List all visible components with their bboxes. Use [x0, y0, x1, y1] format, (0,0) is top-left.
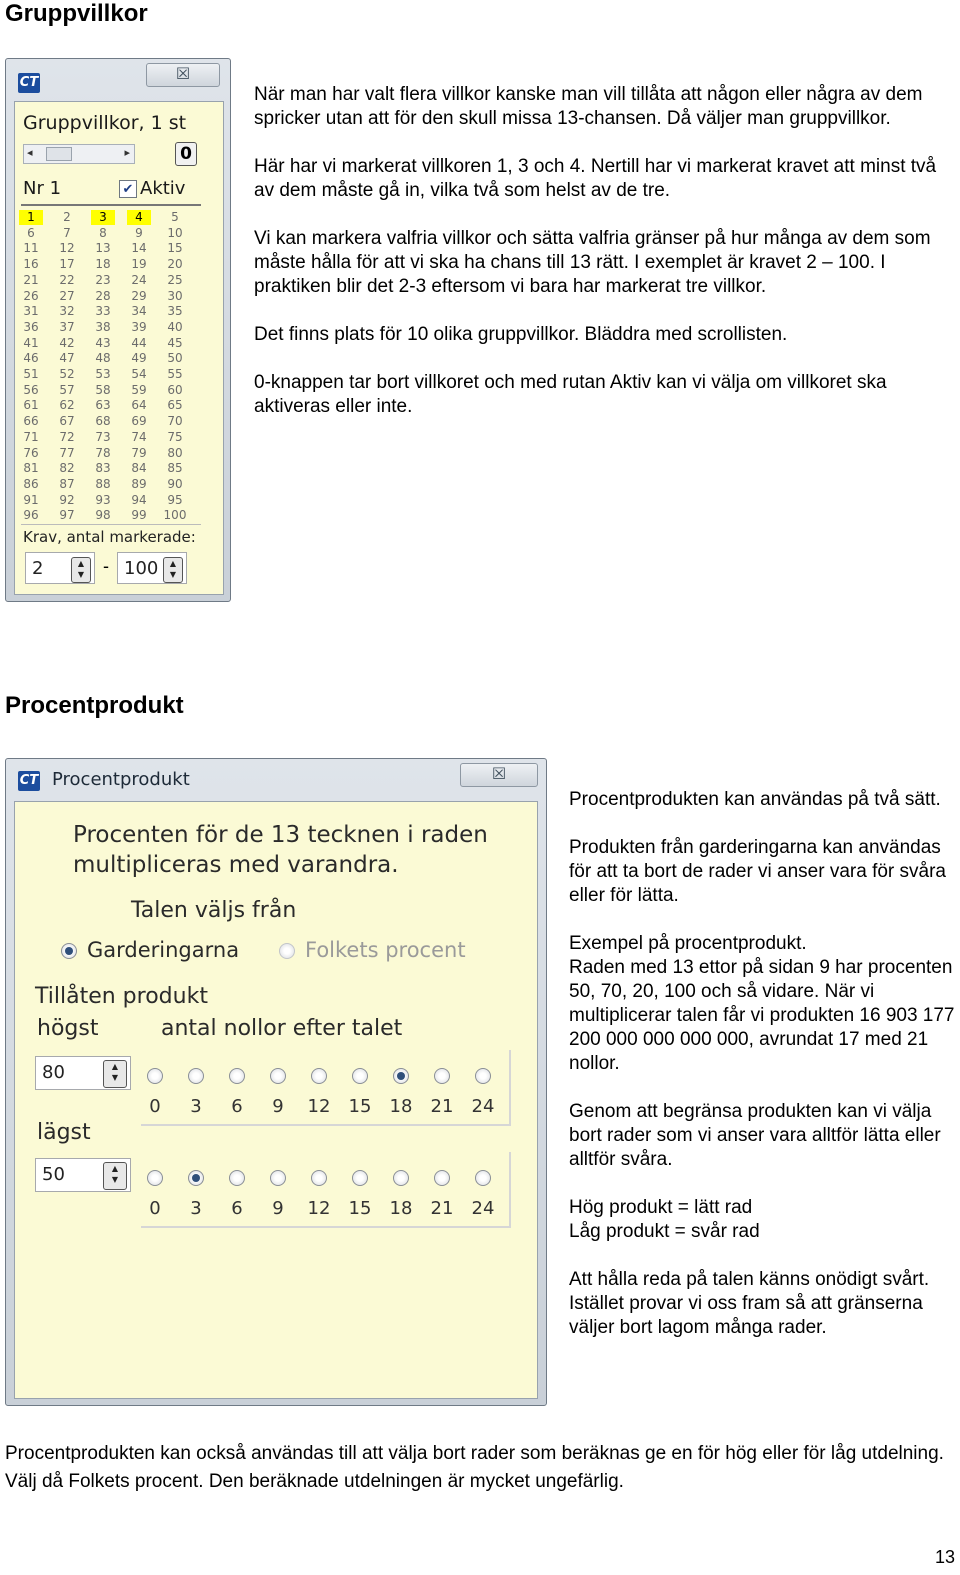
- lagst-radio-3[interactable]: [188, 1170, 204, 1186]
- paragraph: Produkten från garderingarna kan användas för att ta bort de rader vi anser vara för svåra eller för lätta.: [569, 837, 947, 906]
- hogst-radio-21[interactable]: [434, 1068, 450, 1084]
- lagst-radio-12[interactable]: [311, 1170, 327, 1186]
- condition-number-41[interactable]: 41: [23, 335, 39, 350]
- hogst-label: högst: [37, 1016, 99, 1041]
- condition-number-26[interactable]: 26: [23, 288, 39, 303]
- condition-number-11[interactable]: 11: [23, 241, 39, 256]
- condition-number-83[interactable]: 83: [95, 461, 111, 476]
- hogst-spinner[interactable]: [35, 1056, 131, 1090]
- condition-number-34[interactable]: 34: [131, 304, 147, 319]
- condition-number-59[interactable]: 59: [131, 382, 147, 397]
- condition-number-65[interactable]: 65: [167, 398, 183, 413]
- condition-number-74[interactable]: 74: [131, 429, 147, 444]
- lagst-radio-24[interactable]: [475, 1170, 491, 1186]
- hogst-radio-6[interactable]: [229, 1068, 245, 1084]
- condition-number-63[interactable]: 63: [95, 398, 111, 413]
- condition-number-25[interactable]: 25: [167, 272, 183, 287]
- paragraph: Hög produkt = lätt rad Låg produkt = svår rad: [569, 1197, 760, 1242]
- nollor-label: antal nollor efter talet: [161, 1016, 403, 1041]
- condition-number-12[interactable]: 12: [59, 241, 75, 256]
- condition-number-60[interactable]: 60: [167, 382, 183, 397]
- section-heading-gruppvillkor: Gruppvillkor: [5, 0, 148, 27]
- condition-number-35[interactable]: 35: [167, 304, 183, 319]
- condition-number-22[interactable]: 22: [59, 272, 75, 287]
- hogst-label-6: 6: [231, 1096, 243, 1117]
- condition-number-81[interactable]: 81: [23, 461, 39, 476]
- condition-number-18[interactable]: 18: [95, 257, 111, 272]
- condition-number-97[interactable]: 97: [59, 508, 75, 523]
- condition-number-69[interactable]: 69: [131, 414, 147, 429]
- condition-number-24[interactable]: 24: [131, 272, 147, 287]
- condition-number-55[interactable]: 55: [167, 367, 183, 381]
- krav-min-value[interactable]: 2: [32, 558, 44, 579]
- aktiv-label: Aktiv: [140, 178, 186, 199]
- hogst-label-9: 9: [272, 1096, 284, 1117]
- condition-number-43[interactable]: 43: [95, 335, 111, 350]
- ct-app-icon: CT: [18, 771, 40, 791]
- paragraph: Procentprodukten kan användas på två sätt.: [569, 789, 941, 810]
- lagst-label-6: 6: [231, 1198, 243, 1219]
- zero-button[interactable]: 0: [175, 142, 197, 166]
- condition-number-86[interactable]: 86: [23, 476, 39, 491]
- condition-number-76[interactable]: 76: [23, 445, 39, 460]
- condition-number-44[interactable]: 44: [131, 335, 147, 350]
- lagst-radio-15[interactable]: [352, 1170, 368, 1186]
- hogst-label-12: 12: [307, 1096, 331, 1117]
- condition-number-80[interactable]: 80: [167, 445, 183, 460]
- condition-number-82[interactable]: 82: [59, 461, 75, 476]
- condition-number-47[interactable]: 47: [59, 351, 75, 366]
- condition-number-30[interactable]: 30: [167, 288, 183, 303]
- lagst-radio-21[interactable]: [434, 1170, 450, 1186]
- condition-number-8[interactable]: 8: [99, 225, 107, 240]
- gruppvillkor-panel: [14, 101, 224, 595]
- hogst-label-18: 18: [389, 1096, 413, 1117]
- lagst-row-border: [509, 1152, 511, 1228]
- condition-number-5[interactable]: 5: [171, 210, 179, 224]
- condition-number-95[interactable]: 95: [167, 492, 183, 507]
- hogst-label-15: 15: [348, 1096, 372, 1117]
- gruppvillkor-text: [254, 83, 954, 443]
- header-divider: [21, 204, 201, 206]
- condition-number-10[interactable]: 10: [167, 225, 183, 240]
- condition-number-88[interactable]: 88: [95, 476, 111, 491]
- krav-max-spinner[interactable]: [117, 552, 187, 584]
- spinner-arrows-icon[interactable]: ▲ ▼: [163, 557, 183, 583]
- condition-number-2[interactable]: 2: [63, 210, 71, 224]
- condition-number-77[interactable]: 77: [59, 445, 75, 460]
- hogst-radio-24[interactable]: [475, 1068, 491, 1084]
- condition-number-91[interactable]: 91: [23, 492, 39, 507]
- lagst-row-divider: [141, 1226, 511, 1228]
- krav-min-spinner[interactable]: [25, 552, 95, 584]
- condition-number-37[interactable]: 37: [59, 319, 75, 334]
- condition-number-92[interactable]: 92: [59, 492, 75, 507]
- hogst-value[interactable]: 80: [42, 1062, 65, 1083]
- folkets-procent-label: Folkets procent: [305, 938, 466, 962]
- intro-line-2: multipliceras med varandra.: [73, 852, 399, 878]
- condition-number-56[interactable]: 56: [23, 382, 39, 397]
- condition-number-52[interactable]: 52: [59, 367, 75, 381]
- radio-garderingarna[interactable]: [61, 943, 77, 959]
- spinner-arrows-icon[interactable]: ▲ ▼: [103, 1162, 127, 1190]
- paragraph: Det finns plats för 10 olika gruppvillkor. Bläddra med scrollisten.: [254, 324, 788, 345]
- gruppvillkor-title: Gruppvillkor, 1 st: [23, 112, 187, 134]
- condition-number-50[interactable]: 50: [167, 351, 183, 366]
- lagst-radio-18[interactable]: [393, 1170, 409, 1186]
- condition-number-53[interactable]: 53: [95, 367, 111, 381]
- footer-paragraph: Procentprodukten kan också användas till att välja bort rader som beräknas ge en för hög eller för låg utdelning. Välj då Folkets procent. Den beräknade utdelningen är mycket ungefärlig.: [5, 1443, 944, 1492]
- condition-number-39[interactable]: 39: [131, 319, 147, 334]
- paragraph: Att hålla reda på talen känns onödigt svårt. Istället provar vi oss fram så att gränserna väljer bort lagom många rader.: [569, 1269, 930, 1338]
- condition-number-71[interactable]: 71: [23, 429, 39, 444]
- condition-number-90[interactable]: 90: [167, 476, 183, 491]
- condition-number-87[interactable]: 87: [59, 476, 75, 491]
- condition-number-14[interactable]: 14: [131, 241, 147, 256]
- condition-number-66[interactable]: 66: [23, 414, 39, 429]
- condition-number-49[interactable]: 49: [131, 351, 147, 366]
- lagst-label-12: 12: [307, 1198, 331, 1219]
- scroll-right-icon[interactable]: ▸: [124, 147, 130, 159]
- lagst-label-24: 24: [471, 1198, 495, 1219]
- paragraph: När man har valt flera villkor kanske man vill tillåta att någon eller några av dem spricker utan att för den skull missa 13-chansen. Då väljer man gruppvillkor.: [254, 84, 923, 129]
- group-scrollbar[interactable]: [23, 144, 135, 164]
- condition-number-73[interactable]: 73: [95, 429, 111, 444]
- condition-number-51[interactable]: 51: [23, 367, 39, 381]
- source-label: Talen väljs från: [131, 898, 297, 923]
- condition-number-58[interactable]: 58: [95, 382, 111, 397]
- condition-number-48[interactable]: 48: [95, 351, 111, 366]
- procentprodukt-window: [5, 758, 547, 1406]
- condition-number-64[interactable]: 64: [131, 398, 147, 413]
- condition-number-1[interactable]: 1: [19, 210, 43, 225]
- condition-number-67[interactable]: 67: [59, 414, 75, 429]
- condition-number-78[interactable]: 78: [95, 445, 111, 460]
- procentprodukt-panel: [14, 801, 538, 1399]
- condition-number-54[interactable]: 54: [131, 367, 147, 381]
- condition-number-31[interactable]: 31: [23, 304, 39, 319]
- paragraph: Här har vi markerat villkoren 1, 3 och 4. Nertill har vi markerat kravet att minst två av dem måste gå in, vilka två som helst av de tre.: [254, 156, 937, 201]
- section-heading-procentprodukt: Procentprodukt: [5, 692, 184, 719]
- condition-number-42[interactable]: 42: [59, 335, 75, 350]
- hogst-radio-3[interactable]: [188, 1068, 204, 1084]
- condition-number-70[interactable]: 70: [167, 414, 183, 429]
- lagst-spinner[interactable]: [35, 1158, 131, 1192]
- condition-number-72[interactable]: 72: [59, 429, 75, 444]
- condition-number-16[interactable]: 16: [23, 257, 39, 272]
- condition-number-40[interactable]: 40: [167, 319, 183, 334]
- garderingarna-label: Garderingarna: [87, 938, 240, 962]
- condition-number-45[interactable]: 45: [167, 335, 183, 350]
- condition-number-62[interactable]: 62: [59, 398, 75, 413]
- hogst-radio-12[interactable]: [311, 1068, 327, 1084]
- radio-folkets-procent[interactable]: [279, 943, 295, 959]
- hogst-label-3: 3: [190, 1096, 202, 1117]
- aktiv-checkbox[interactable]: ✔: [119, 180, 137, 198]
- close-button[interactable]: ☒: [146, 63, 220, 87]
- lagst-radio-0[interactable]: [147, 1170, 163, 1186]
- lagst-label-15: 15: [348, 1198, 372, 1219]
- condition-number-28[interactable]: 28: [95, 288, 111, 303]
- lagst-value[interactable]: 50: [42, 1164, 65, 1185]
- nr-label: Nr 1: [23, 178, 62, 199]
- condition-number-27[interactable]: 27: [59, 288, 75, 303]
- hogst-radio-9[interactable]: [270, 1068, 286, 1084]
- condition-number-33[interactable]: 33: [95, 304, 111, 319]
- condition-number-13[interactable]: 13: [95, 241, 111, 256]
- condition-number-46[interactable]: 46: [23, 351, 39, 366]
- scroll-left-icon[interactable]: ◂: [27, 147, 33, 159]
- lagst-label-21: 21: [430, 1198, 454, 1219]
- procentprodukt-text: [569, 788, 959, 1364]
- condition-number-57[interactable]: 57: [59, 382, 75, 397]
- scroll-thumb[interactable]: [46, 147, 72, 161]
- condition-number-68[interactable]: 68: [95, 414, 111, 429]
- condition-number-100[interactable]: 100: [163, 508, 187, 523]
- page-number: 13: [934, 1547, 955, 1567]
- condition-number-9[interactable]: 9: [135, 225, 143, 240]
- hogst-radio-18[interactable]: [393, 1068, 409, 1084]
- lagst-label: lägst: [37, 1120, 91, 1145]
- gruppvillkor-window: [5, 58, 231, 602]
- close-button[interactable]: ☒: [460, 763, 538, 787]
- condition-number-36[interactable]: 36: [23, 319, 39, 334]
- lagst-label-9: 9: [272, 1198, 284, 1219]
- condition-number-29[interactable]: 29: [131, 288, 147, 303]
- condition-number-89[interactable]: 89: [131, 476, 147, 491]
- condition-number-75[interactable]: 75: [167, 429, 183, 444]
- condition-number-4[interactable]: 4: [127, 210, 151, 225]
- hogst-radio-15[interactable]: [352, 1068, 368, 1084]
- condition-number-3[interactable]: 3: [91, 210, 115, 225]
- lagst-radio-6[interactable]: [229, 1170, 245, 1186]
- lagst-label-3: 3: [190, 1198, 202, 1219]
- hogst-radio-0[interactable]: [147, 1068, 163, 1084]
- paragraph: Genom att begränsa produkten kan vi välja bort rader som vi anser vara alltför lätta eller alltför svåra.: [569, 1101, 941, 1170]
- condition-number-96[interactable]: 96: [23, 508, 39, 523]
- condition-number-79[interactable]: 79: [131, 445, 147, 460]
- lagst-radio-9[interactable]: [270, 1170, 286, 1186]
- spinner-arrows-icon[interactable]: ▲ ▼: [103, 1060, 127, 1088]
- condition-number-21[interactable]: 21: [23, 272, 39, 287]
- lagst-label-0: 0: [149, 1198, 161, 1219]
- condition-number-7[interactable]: 7: [63, 225, 71, 240]
- condition-number-61[interactable]: 61: [23, 398, 39, 413]
- condition-number-94[interactable]: 94: [131, 492, 147, 507]
- krav-label: Krav, antal markerade:: [23, 528, 196, 546]
- lagst-label-18: 18: [389, 1198, 413, 1219]
- paragraph: Exempel på procentprodukt. Raden med 13 ettor på sidan 9 har procenten 50, 70, 20, 100 och så vidare. När vi multiplicerar talen får vi produkten 16 903 177 200 000 000 000 000, avrundat 17 med 21 nollor.: [569, 933, 955, 1074]
- condition-number-19[interactable]: 19: [131, 257, 147, 272]
- condition-number-6[interactable]: 6: [27, 225, 35, 240]
- hogst-label-0: 0: [149, 1096, 161, 1117]
- condition-number-38[interactable]: 38: [95, 319, 111, 334]
- paragraph: Vi kan markera valfria villkor och sätta valfria gränser på hur många av dem som måste hålla för att vi ska ha chans till 13 rätt. I exemplet är kravet 2 – 100. I praktiken blir det 2-3 eftersom vi bara har markerat tre villkor.: [254, 228, 931, 297]
- hogst-row-border: [509, 1050, 511, 1126]
- condition-number-15[interactable]: 15: [167, 241, 183, 256]
- window-title: Procentprodukt: [52, 769, 190, 790]
- spinner-arrows-icon[interactable]: ▲ ▼: [71, 557, 91, 583]
- paragraph: 0-knappen tar bort villkoret och med rutan Aktiv kan vi välja om villkoret ska aktiveras eller inte.: [254, 372, 887, 417]
- condition-number-99[interactable]: 99: [131, 508, 147, 523]
- condition-number-85[interactable]: 85: [167, 461, 183, 476]
- ct-app-icon: CT: [18, 73, 40, 93]
- hogst-label-21: 21: [430, 1096, 454, 1117]
- tillaten-produkt-label: Tillåten produkt: [35, 984, 208, 1009]
- intro-line-1: Procenten för de 13 tecknen i raden: [73, 822, 488, 848]
- hogst-row-divider: [141, 1124, 511, 1126]
- condition-number-20[interactable]: 20: [167, 257, 183, 272]
- condition-number-98[interactable]: 98: [95, 508, 111, 523]
- hogst-label-24: 24: [471, 1096, 495, 1117]
- krav-max-value[interactable]: 100: [124, 558, 159, 579]
- range-dash: -: [103, 556, 109, 576]
- condition-number-93[interactable]: 93: [95, 492, 111, 507]
- condition-number-32[interactable]: 32: [59, 304, 75, 319]
- condition-number-23[interactable]: 23: [95, 272, 111, 287]
- grid-divider: [21, 524, 201, 525]
- condition-number-84[interactable]: 84: [131, 461, 147, 476]
- condition-number-17[interactable]: 17: [59, 257, 75, 272]
